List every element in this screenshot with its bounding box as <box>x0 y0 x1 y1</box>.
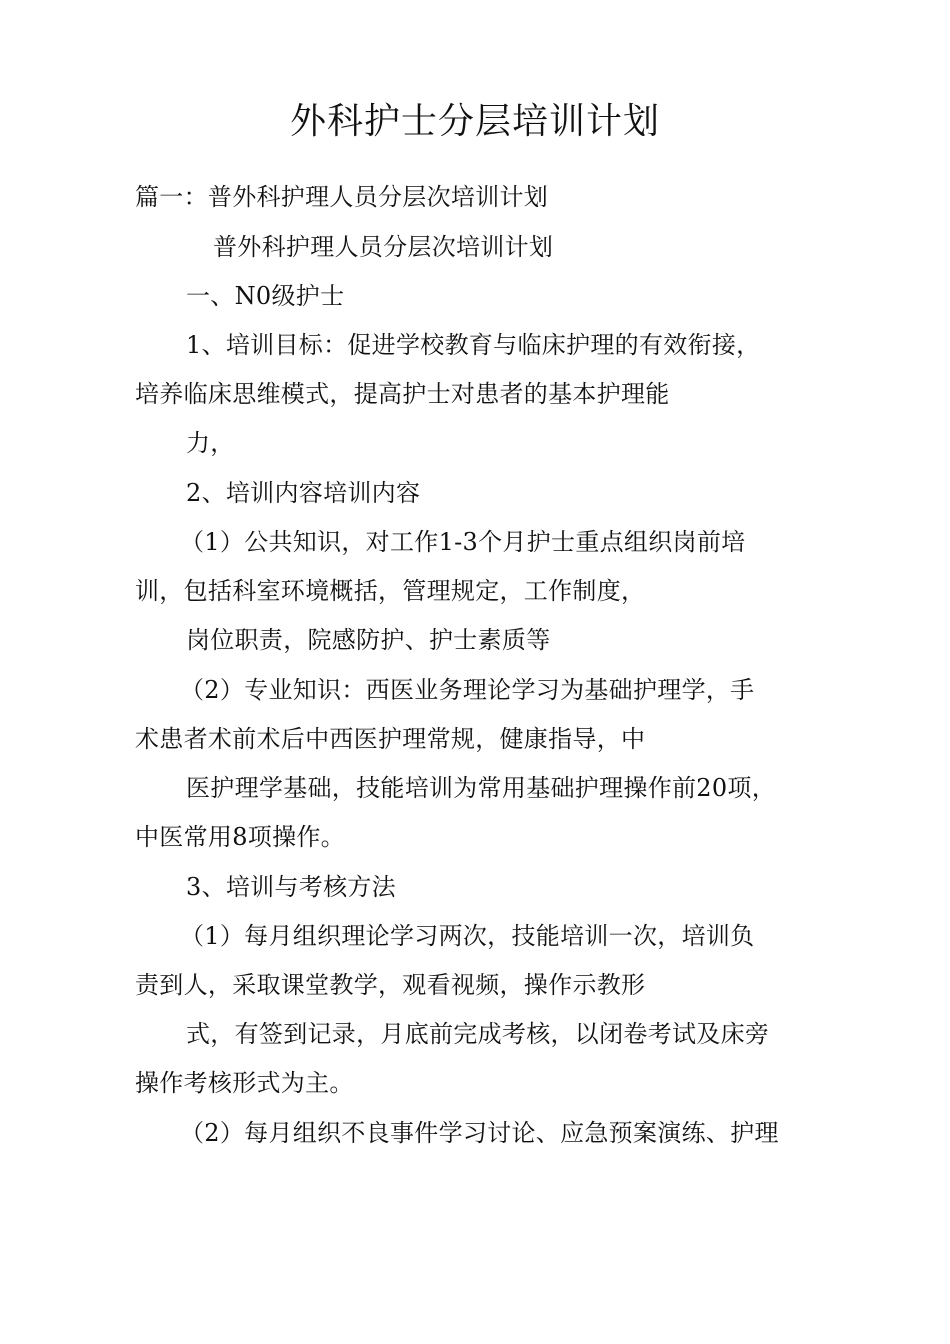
text-line: 普外科护理人员分层次培训计划 <box>213 233 554 261</box>
text-line: 岗位职责，院感防护、护士素质等 <box>186 626 551 654</box>
text-line: 训，包括科室环境概括，管理规定，工作制度， <box>135 577 646 605</box>
text-line: 培养临床思维模式，提高护士对患者的基本护理能 <box>135 380 670 408</box>
text-line: 一、N0级护士 <box>186 282 345 310</box>
text-line: 式，有签到记录，月底前完成考核，以闭卷考试及床旁 <box>186 1020 770 1048</box>
text-line: （2）每月组织不良事件学习讨论、应急预案演练、护理 <box>180 1119 779 1147</box>
text-line: 力， <box>186 429 235 457</box>
text-line: （1）每月组织理论学习两次，技能培训一次，培训负 <box>180 922 755 950</box>
text-line: 1、培训目标：促进学校教育与临床护理的有效衔接， <box>186 331 761 359</box>
text-line: （1）公共知识，对工作1-3个月护士重点组织岗前培 <box>180 528 746 556</box>
text-line: 责到人，采取课堂教学，观看视频，操作示教形 <box>135 971 646 999</box>
text-line: 2、培训内容培训内容 <box>186 479 421 507</box>
document-title: 外科护士分层培训计划 <box>289 101 660 142</box>
text-line: （2）专业知识：西医业务理论学习为基础护理学，手 <box>180 676 755 704</box>
text-line: 中医常用8项操作。 <box>135 823 345 851</box>
text-line: 术患者术前术后中西医护理常规，健康指导，中 <box>135 725 646 753</box>
text-line: 篇一：普外科护理人员分层次培训计划 <box>135 183 549 211</box>
text-line: 3、培训与考核方法 <box>186 873 396 901</box>
text-line: 操作考核形式为主。 <box>135 1069 354 1097</box>
text-line: 医护理学基础，技能培训为常用基础护理操作前20项， <box>186 774 777 802</box>
